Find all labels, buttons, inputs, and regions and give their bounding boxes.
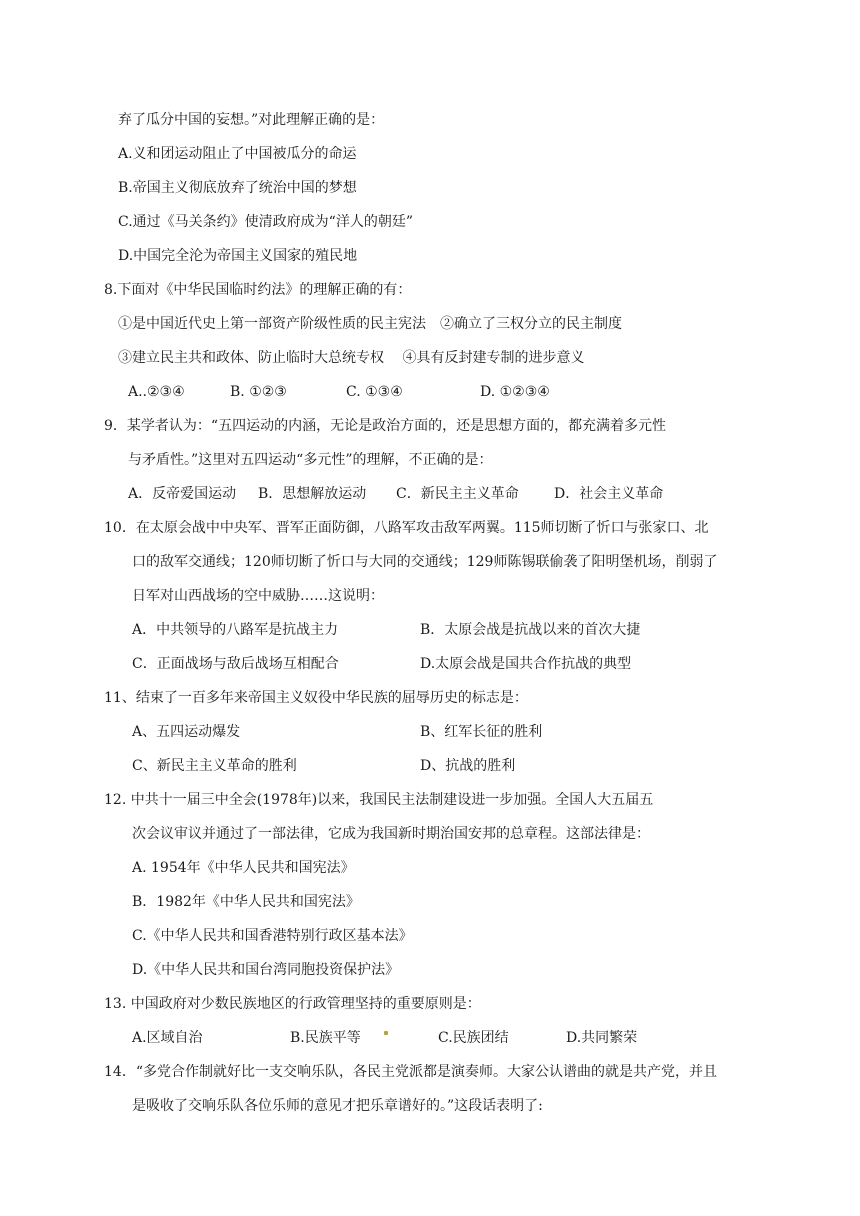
q7-option-d: D.中国完全沦为帝国主义国家的殖民地 [118,248,358,264]
q9-option-c: C．新民主主义革命 [396,486,519,502]
q12-option-b: B．1982年《中华人民共和国宪法》 [132,894,360,910]
q9-stem-continuation: 与矛盾性。”这里对五四运动“多元性”的理解，不正确的是： [128,452,493,468]
q8-options-row [128,382,748,402]
q12-option-d: D.《中华人民共和国台湾同胞投资保护法》 [132,962,400,978]
q13-option-a: A.区域自治 [132,1030,203,1046]
q7-option-a: A.义和团运动阻止了中国被瓜分的命运 [118,146,357,162]
q13-option-b: B.民族平等 [290,1030,361,1046]
q10-stem-line-2: 口的敌军交通线；120师切断了忻口与大同的交通线；129师陈锡联偷袭了阳明堡机场，削弱了 [132,554,718,570]
q8-option-b: B. ①②③ [230,384,287,400]
q7-stem-continuation: 弃了瓜分中国的妄想。”对此理解正确的是： [118,112,385,128]
q12-option-c: C.《中华人民共和国香港特别行政区基本法》 [132,928,413,944]
q9-option-b: B．思想解放运动 [258,486,367,502]
q10-stem-line-3: 日军对山西战场的空中威胁……这说明： [132,588,384,604]
q11-option-c: C、新民主主义革命的胜利 [132,758,297,774]
q10-option-b: B．太原会战是抗战以来的首次大捷 [420,622,641,638]
q10-option-c: C．正面战场与敌后战场互相配合 [132,656,339,672]
q11-options-row-2 [132,756,752,776]
q8-statement-3-4: ③建立民主共和政体、防止临时大总统专权 ④具有反封建专制的进步意义 [118,350,585,366]
q8-statement-1-2: ①是中国近代史上第一部资产阶级性质的民主宪法 ②确立了三权分立的民主制度 [118,316,622,332]
q11-option-d: D、抗战的胜利 [420,758,516,774]
q11-option-a: A、五四运动爆发 [132,724,241,740]
q13-option-c: C.民族团结 [438,1030,509,1046]
q8-option-d: D. ①②③④ [480,384,550,400]
q9-option-a: A．反帝爱国运动 [128,486,237,502]
q8-stem: 8.下面对《中华民国临时约法》的理解正确的有： [104,282,412,298]
q9-options-row [128,484,748,504]
q13-option-d: D.共同繁荣 [566,1030,638,1046]
q13-options-row [132,1028,752,1048]
q10-options-row-1 [132,620,752,640]
stray-mark [384,1031,388,1035]
q7-option-c: C.通过《马关条约》使清政府成为“洋人的朝廷” [118,214,413,230]
q12-option-a: A. 1954年《中华人民共和国宪法》 [132,860,355,876]
q14-stem-continuation: 是吸收了交响乐队各位乐师的意见才把乐章谱好的。”这段话表明了: [132,1098,543,1114]
q12-stem: 12. 中共十一届三中全会(1978年)以来，我国民主法制建设进一步加强。全国人大五届五 [104,792,654,808]
q10-options-row-2 [132,654,752,674]
q11-option-b: B、红军长征的胜利 [420,724,543,740]
q7-option-b: B.帝国主义彻底放弃了统治中国的梦想 [118,180,357,196]
q14-stem: 14．“多党合作制就好比一支交响乐队，各民主党派都是演奏师。大家公认谱曲的就是共产党，并且 [104,1064,717,1080]
q9-option-d: D．社会主义革命 [554,486,664,502]
q10-stem: 10．在太原会战中中央军、晋军正面防御，八路军攻击敌军两翼。115师切断了忻口与张家口、北 [104,520,709,536]
q9-stem: 9．某学者认为：“五四运动的内涵，无论是政治方面的，还是思想方面的，都充满着多元性 [104,418,667,434]
q12-stem-continuation: 次会议审议并通过了一部法律，它成为我国新时期治国安邦的总章程。这部法律是： [132,826,650,842]
q10-option-d: D.太原会战是国共合作抗战的典型 [420,656,632,672]
q11-options-row-1 [132,722,752,742]
q8-option-c: C. ①③④ [346,384,403,400]
q11-stem: 11、结束了一百多年来帝国主义奴役中华民族的屈辱历史的标志是： [104,690,528,706]
q13-stem: 13. 中国政府对少数民族地区的行政管理坚持的重要原则是： [104,996,481,1012]
q10-option-a: A．中共领导的八路军是抗战主力 [132,622,339,638]
q8-option-a: A..②③④ [128,384,185,400]
